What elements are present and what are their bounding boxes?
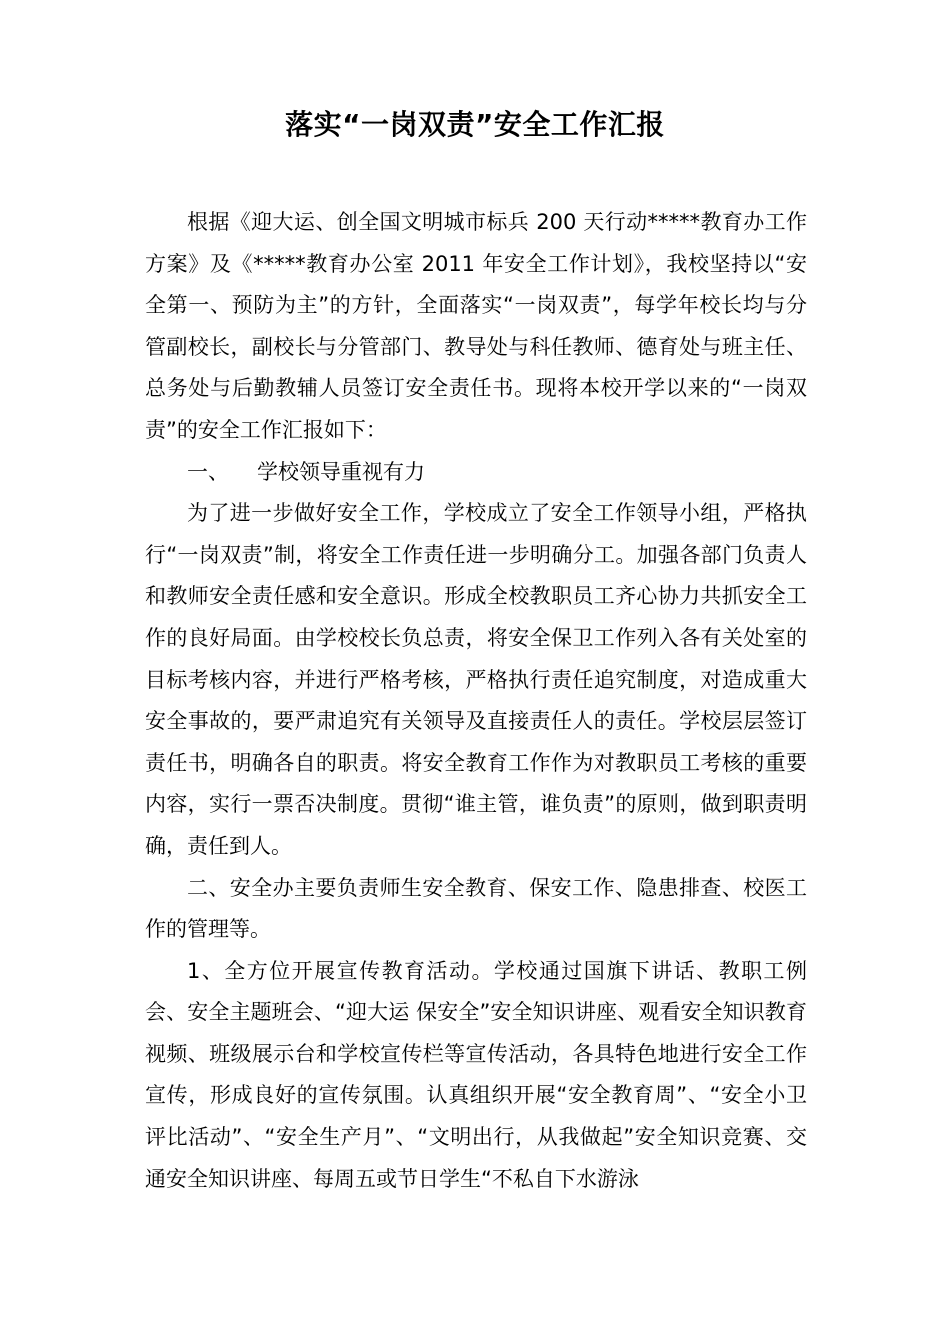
document-title: 落实“一岗双责”安全工作汇报	[285, 108, 665, 141]
section-1-heading	[145, 452, 807, 494]
section-1-title: 学校领导重视有力	[257, 459, 425, 484]
item-1-paragraph: 1、全方位开展宣传教育活动。学校通过国旗下讲话、教职工例会、安全主题班会、“迎大运 保安全”安全知识讲座、观看安全知识教育视频、班级展示台和学校宣传栏等宣传活动，各具特色地进行安全工作宣传，形成良好的宣传氛围。认真组织开展“安全教育周”、“安全小卫评比活动”、“安全生产月”、“文明出行，从我做起”安全知识竞赛、交通安全知识讲座、每周五或节日学生“不私自下水游泳	[145, 958, 807, 1191]
document-body	[145, 202, 807, 1200]
section-1-number: 一、	[187, 459, 229, 484]
section-1-paragraph: 为了进一步做好安全工作，学校成立了安全工作领导小组，严格执行“一岗双责”制，将安全工作责任进一步明确分工。加强各部门负责人和教师安全责任感和安全意识。形成全校教职员工齐心协力共抓安全工作的良好局面。由学校校长负总责，将安全保卫工作列入各有关处室的目标考核内容，并进行严格考核，严格执行责任追究制度，对造成重大安全事故的，要严肃追究有关领导及直接责任人的责任。学校层层签订责任书，明确各自的职责。将安全教育工作作为对教职员工考核的重要内容，实行一票否决制度。贯彻“谁主管，谁负责”的原则，做到职责明确，责任到人。	[145, 501, 807, 858]
intro-paragraph: 根据《迎大运、创全国文明城市标兵 200 天行动*****教育办工作方案》及《*****教育办公室 2011 年安全工作计划》，我校坚持以“安全第一、预防为主”的方针，全面落实“一岗双责”，每学年校长均与分管副校长，副校长与分管部门、教导处与科任教师、德育处与班主任、总务处与后勤教辅人员签订安全责任书。现将本校开学以来的“一岗双责”的安全工作汇报如下：	[145, 210, 807, 442]
section-2-heading: 二、安全办主要负责师生安全教育、保安工作、隐患排查、校医工作的管理等。	[145, 875, 807, 942]
